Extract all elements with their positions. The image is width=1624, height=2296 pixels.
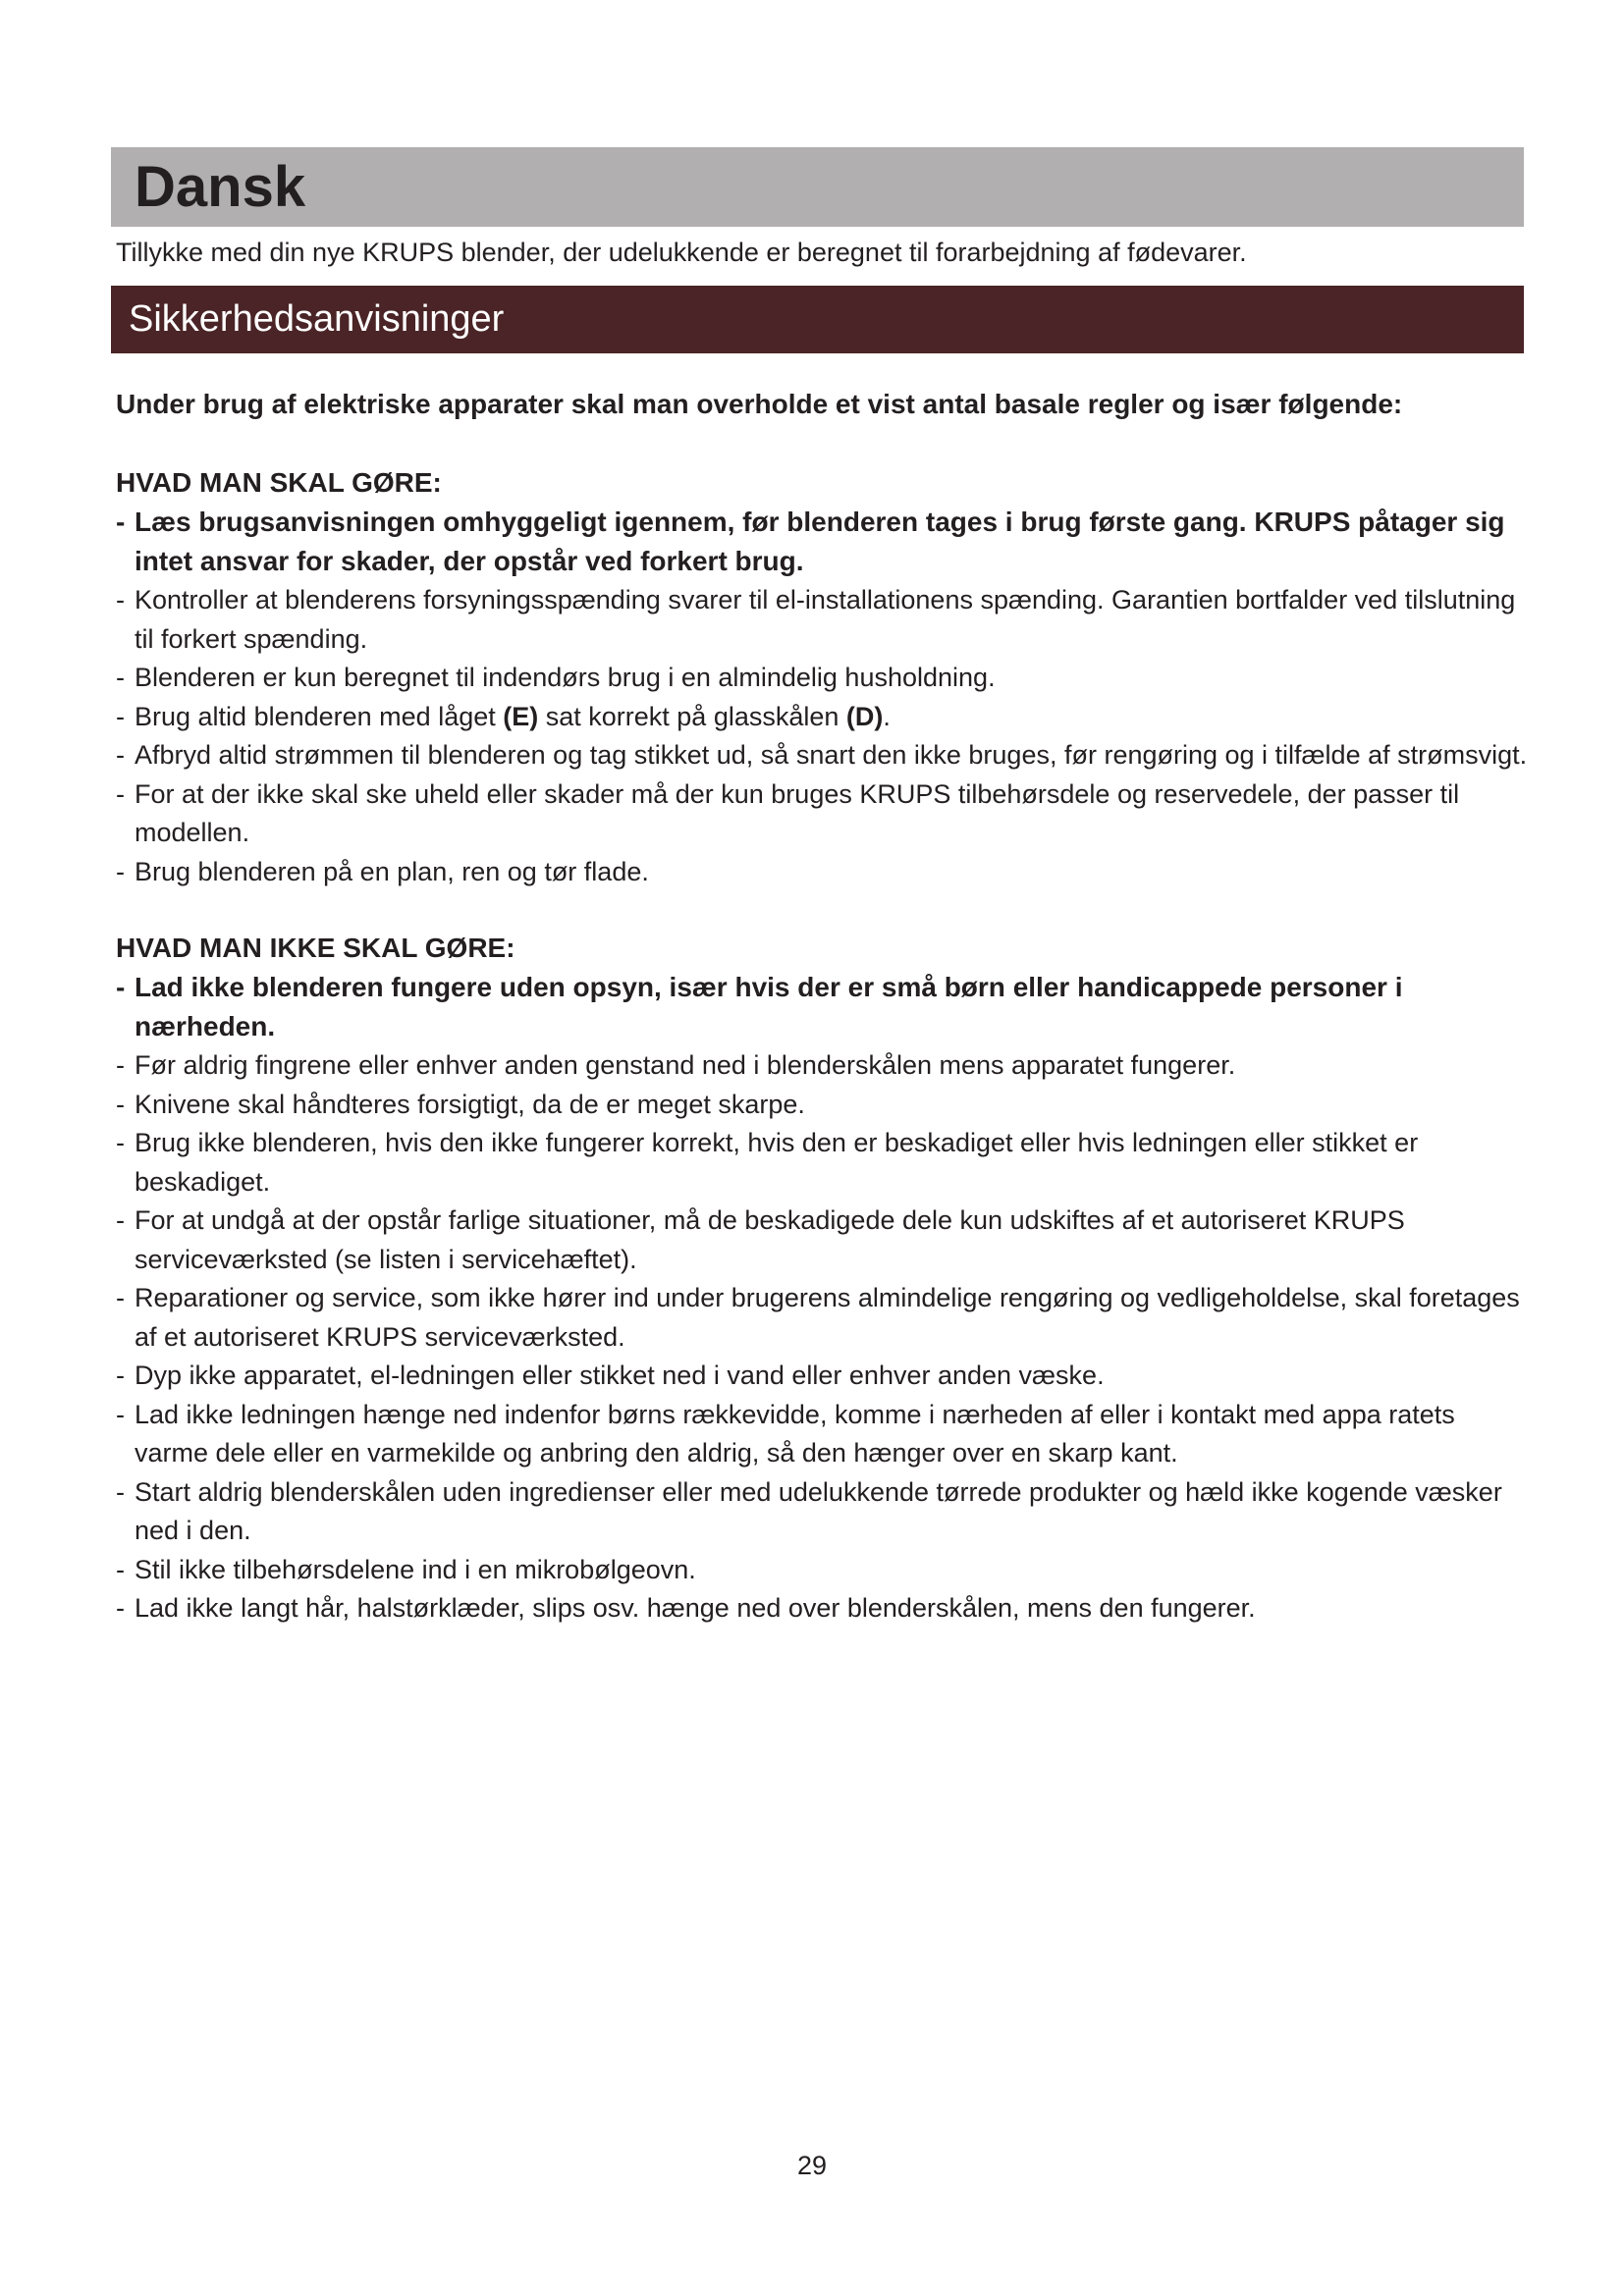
dont-item: - Stil ikke tilbehørsdelene ind i en mikrobølgeovn. (116, 1551, 1530, 1590)
section-header-bar (111, 286, 1524, 353)
dont-heading: HVAD MAN IKKE SKAL GØRE: (116, 933, 515, 963)
do-item: - Blenderen er kun beregnet til indendørs brug i en almindelig husholdning. (116, 659, 1530, 698)
do-item: - For at der ikke skal ske uheld eller skader må der kun bruges KRUPS tilbehørsdele og reservedele, der passer til modellen. (116, 775, 1530, 853)
language-title: Dansk (135, 155, 306, 219)
dont-item: - Lad ikke blenderen fungere uden opsyn, især hvis der er små børn eller handicappede personer i nærheden. (116, 968, 1530, 1046)
glass-jar-reference: (D) (845, 701, 884, 731)
do-item: - Kontroller at blenderens forsyningsspænding svarer til el-installationens spænding. Garantien bortfalder ved tilslutning til forkert spænding. (116, 581, 1530, 659)
dont-item: - Start aldrig blenderskålen uden ingredienser eller med udelukkende tørrede produkter og hæld ikke kogende væsker ned i den. (116, 1473, 1530, 1551)
dont-item: - Lad ikke ledningen hænge ned indenfor børns rækkevidde, komme i nærheden af eller i kontakt med appa ratets varme dele eller en varmekilde og anbring den aldrig, så den hænger over en skarp kant. (116, 1396, 1530, 1473)
do-item-text: . (883, 701, 891, 731)
lead-paragraph: Under brug af elektriske apparater skal man overholde et vist antal basale regler og især følgende: (116, 389, 1403, 419)
safety-content (116, 385, 1530, 1629)
do-item: - Brug blenderen på en plan, ren og tør flade. (116, 853, 1530, 892)
dont-item: - Knivene skal håndteres forsigtigt, da de er meget skarpe. (116, 1086, 1530, 1125)
do-item-text: sat korrekt på glasskålen (538, 701, 846, 731)
language-header-bar (111, 147, 1524, 227)
do-item: - Læs brugsanvisningen omhyggeligt igennem, før blenderen tages i brug første gang. KRUPS påtager sig intet ansvar for skader, der opstår ved forkert brug. (116, 503, 1530, 581)
do-item-text: Brug altid blenderen med låget (135, 701, 504, 731)
do-heading: HVAD MAN SKAL GØRE: (116, 467, 442, 498)
section-title: Sikkerhedsanvisninger (129, 298, 505, 340)
dont-item: - Reparationer og service, som ikke hører ind under brugerens almindelige rengøring og vedligeholdelse, skal foretages af et autoriseret KRUPS serviceværksted. (116, 1279, 1530, 1357)
do-item: - Afbryd altid strømmen til blenderen og tag stikket ud, så snart den ikke bruges, før rengøring og i tilfælde af strømsvigt. (116, 736, 1530, 775)
do-item (116, 698, 1530, 737)
do-list (116, 503, 1530, 891)
dont-item: - Lad ikke langt hår, halstørklæder, slips osv. hænge ned over blenderskålen, mens den fungerer. (116, 1589, 1530, 1629)
dont-item: - Dyp ikke apparatet, el-ledningen eller stikket ned i vand eller enhver anden væske. (116, 1357, 1530, 1396)
dont-item: - Brug ikke blenderen, hvis den ikke fungerer korrekt, hvis den er beskadiget eller hvis ledningen eller stikket er beskadiget. (116, 1124, 1530, 1201)
page-number: 29 (796, 2151, 828, 2180)
intro-text: Tillykke med din nye KRUPS blender, der udelukkende er beregnet til forarbejdning af fødevarer. (116, 238, 1247, 267)
dont-item: - For at undgå at der opstår farlige situationer, må de beskadigede dele kun udskiftes af et autoriseret KRUPS serviceværksted (se listen i servicehæftet). (116, 1201, 1530, 1279)
dont-list (116, 968, 1530, 1629)
lid-reference: (E) (503, 701, 539, 731)
dont-item: - Før aldrig fingrene eller enhver anden genstand ned i blenderskålen mens apparatet fungerer. (116, 1046, 1530, 1086)
